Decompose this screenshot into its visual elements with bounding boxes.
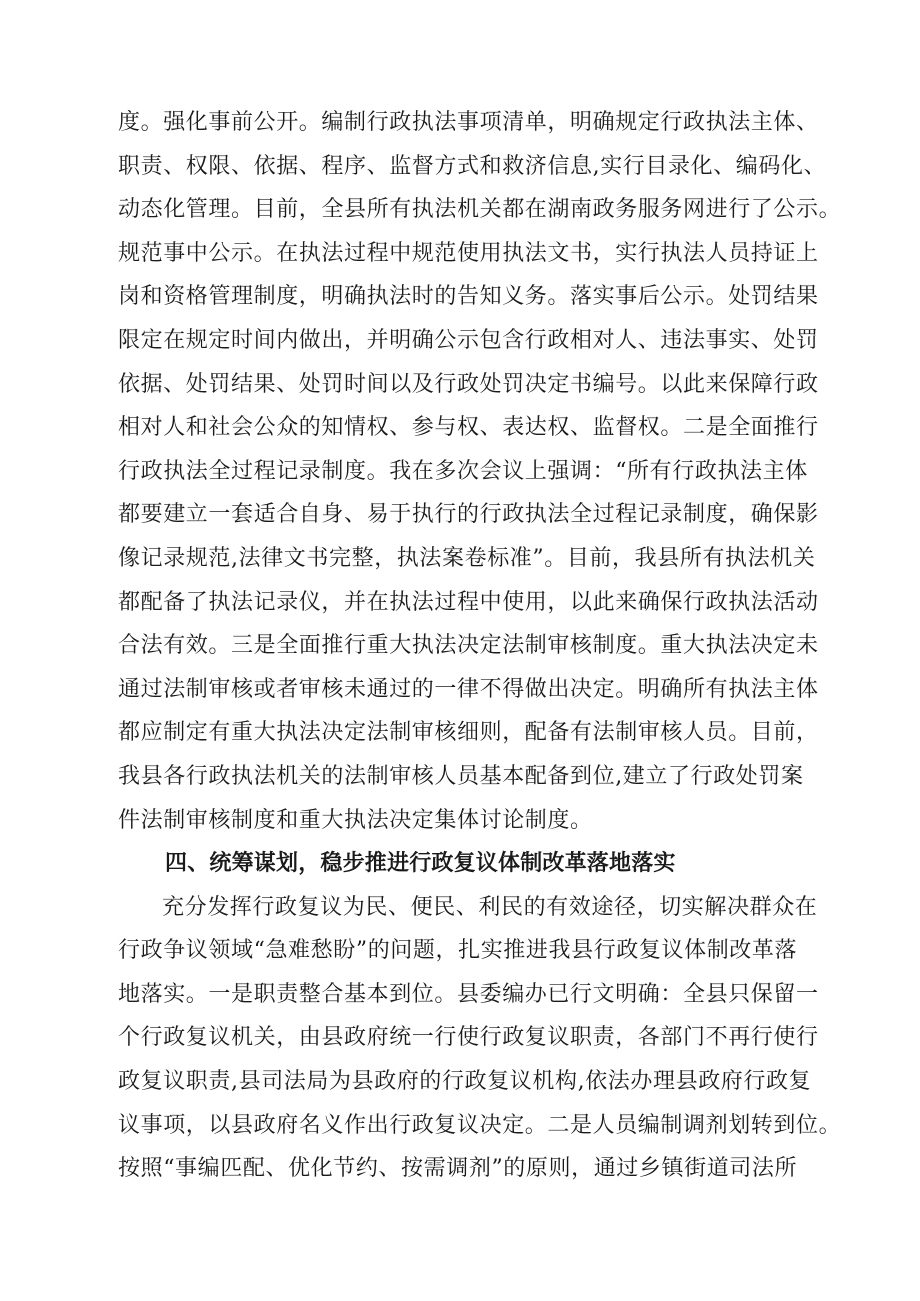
text-line: 都应制定有重大执法决定法制审核细则，配备有法制审核人员。目前， (118, 720, 819, 746)
text-line: 岗和资格管理制度，明确执法时的告知义务。落实事后公示。处罚结果 (118, 284, 819, 310)
text-line: 按照“事编匹配、优化节约、按需调剂”的原则，通过乡镇街道司法所 (118, 1156, 798, 1182)
text-line: 限定在规定时间内做出，并明确公示包含行政相对人、违法事实、处罚 (118, 327, 819, 353)
section-heading: 四、统筹谋划，稳步推进行政复议体制改革落地落实 (165, 851, 676, 877)
text-line: 动态化管理。目前，全县所有执法机关都在湖南政务服务网进行了公示。 (118, 197, 842, 223)
text-line: 都要建立一套适合自身、易于执行的行政执法全过程记录制度，确保影 (118, 502, 819, 528)
text-line: 政复议职责,县司法局为县政府的行政复议机构,依法办理县政府行政复 (118, 1069, 812, 1095)
text-line: 相对人和社会公众的知情权、参与权、表达权、监督权。二是全面推行 (118, 415, 819, 441)
text-line: 通过法制审核或者审核未通过的一律不得做出决定。明确所有执法主体 (118, 676, 819, 702)
text-line: 职责、权限、依据、程序、监督方式和救济信息,实行目录化、编码化、 (118, 153, 827, 179)
text-line: 规范事中公示。在执法过程中规范使用执法文书，实行执法人员持证上 (118, 240, 819, 266)
text-line: 个行政复议机关，由县政府统一行使行政复议职责，各部门不再行使行 (118, 1025, 819, 1051)
text-line: 地落实。一是职责整合基本到位。县委编办已行文明确：全县只保留一 (118, 981, 819, 1007)
document-body (118, 101, 858, 1191)
text-line: 都配备了执法记录仪，并在执法过程中使用，以此来确保行政执法活动 (118, 589, 819, 615)
text-line: 件法制审核制度和重大执法决定集体讨论制度。 (118, 807, 593, 833)
text-line: 合法有效。三是全面推行重大执法决定法制审核制度。重大执法决定未 (118, 633, 819, 659)
text-line: 度。强化事前公开。编制行政执法事项清单，明确规定行政执法主体、 (118, 110, 819, 135)
text-line: 议事项，以县政府名义作出行政复议决定。二是人员编制调剂划转到位。 (118, 1112, 842, 1138)
text-line: 依据、处罚结果、处罚时间以及行政处罚决定书编号。以此来保障行政 (118, 371, 819, 397)
text-line: 行政执法全过程记录制度。我在多次会议上强调：“所有行政执法主体 (118, 458, 808, 484)
text-line: 我县各行政执法机关的法制审核人员基本配备到位,建立了行政处罚案 (118, 763, 804, 789)
text-line: 行政争议领域“急难愁盼”的问题，扎实推进我县行政复议体制改革落 (118, 938, 798, 964)
text-line: 充分发挥行政复议为民、便民、利民的有效途径，切实解决群众在 (162, 894, 818, 920)
text-line: 像记录规范,法律文书完整，执法案卷标准”。目前，我县所有执法机关 (118, 545, 816, 571)
